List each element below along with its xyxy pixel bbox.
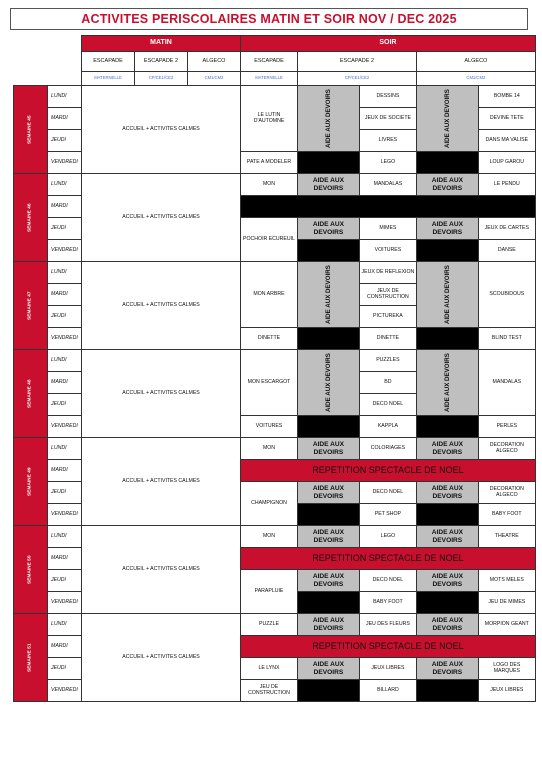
day-label: MARDI [48, 548, 82, 570]
algeco-activity: BABY FOOT [478, 504, 535, 526]
blocked-cell [298, 240, 360, 262]
escapade-activity: PATE A MODELER [241, 152, 298, 174]
esc2-activity: DECO NOEL [359, 482, 416, 504]
week-label: SEMAINE 49 [14, 438, 48, 526]
blocked-cell [416, 416, 478, 438]
esc2-activity: JEUX LIBRES [359, 658, 416, 680]
page-title: ACTIVITES PERISCOLAIRES MATIN ET SOIR NOV / DEC 2025 [10, 8, 528, 30]
week-label: SEMAINE 46 [14, 174, 48, 262]
blocked-cell [416, 328, 478, 350]
aide-devoirs-cell: AIDE AUX DEVOIRS [416, 482, 478, 504]
esc2-activity: PICTUREKA [359, 306, 416, 328]
accueil-cell: ACCUEIL + ACTIVITES CALMES [82, 350, 241, 438]
algeco-activity: JEU DE MIMES [478, 592, 535, 614]
aide-devoirs-cell: AIDE AUX DEVOIRS [298, 482, 360, 504]
day-label: JEUDI [48, 218, 82, 240]
day-label: LUNDI [48, 438, 82, 460]
accueil-cell: ACCUEIL + ACTIVITES CALMES [82, 614, 241, 702]
accueil-cell: ACCUEIL + ACTIVITES CALMES [82, 262, 241, 350]
aide-devoirs-cell: AIDE AUX DEVOIRS [298, 570, 360, 592]
day-label: LUNDI [48, 526, 82, 548]
escapade-activity: LE LYNX [241, 658, 298, 680]
aide-devoirs-cell: AIDE AUX DEVOIRS [416, 438, 478, 460]
day-label: JEUDI [48, 306, 82, 328]
algeco-activity: BOMBE 14 [478, 86, 535, 108]
repetition-banner: REPETITION SPECTACLE DE NOEL [241, 460, 536, 482]
esc2-activity: PUZZLES [359, 350, 416, 372]
day-label: VENDREDI [48, 592, 82, 614]
escapade-activity: MON ESCARGOT [241, 350, 298, 416]
day-label: MARDI [48, 372, 82, 394]
blocked-cell [416, 680, 478, 702]
day-label: MARDI [48, 636, 82, 658]
blocked-cell [298, 416, 360, 438]
matin-header: MATIN [82, 36, 241, 52]
esc2-activity: LEGO [359, 526, 416, 548]
accueil-cell: ACCUEIL + ACTIVITES CALMES [82, 174, 241, 262]
escapade-activity: LE LUTIN D'AUTOMNE [241, 86, 298, 152]
matin-group-escapade: ESCAPADE [82, 52, 135, 72]
matin-location-maternelle: MATERNELLE [82, 72, 135, 86]
blocked-cell [298, 680, 360, 702]
day-label: LUNDI [48, 262, 82, 284]
aide-devoirs-cell: AIDE AUX DEVOIRS [416, 218, 478, 240]
esc2-activity: MIMES [359, 218, 416, 240]
esc2-activity: LEGO [359, 152, 416, 174]
esc2-activity: JEU DES FLEURS [359, 614, 416, 636]
day-label: JEUDI [48, 658, 82, 680]
esc2-activity: DESSINS [359, 86, 416, 108]
blocked-cell [416, 152, 478, 174]
aide-devoirs-cell: AIDE AUX DEVOIRS [298, 86, 360, 152]
aide-devoirs-cell: AIDE AUX DEVOIRS [416, 614, 478, 636]
soir-group-escapade2: ESCAPADE 2 [298, 52, 417, 72]
escapade-activity: POCHOIR ECUREUIL [241, 218, 298, 262]
aide-devoirs-cell: AIDE AUX DEVOIRS [416, 350, 478, 416]
esc2-activity: BILLARD [359, 680, 416, 702]
blocked-cell [416, 504, 478, 526]
schedule-table [13, 35, 536, 702]
accueil-cell: ACCUEIL + ACTIVITES CALMES [82, 526, 241, 614]
week-label: SEMAINE 51 [14, 614, 48, 702]
day-label: VENDREDI [48, 504, 82, 526]
accueil-cell: ACCUEIL + ACTIVITES CALMES [82, 86, 241, 174]
algeco-activity: PERLES [478, 416, 535, 438]
day-label: VENDREDI [48, 152, 82, 174]
soir-header: SOIR [241, 36, 536, 52]
esc2-activity: DINETTE [359, 328, 416, 350]
algeco-activity: MANDALAS [478, 350, 535, 416]
esc2-activity: KAPPLA [359, 416, 416, 438]
esc2-activity: JEUX DE CONSTRUCTION [359, 284, 416, 306]
escapade-activity: PARAPLUIE [241, 570, 298, 614]
day-label: MARDI [48, 196, 82, 218]
day-label: LUNDI [48, 174, 82, 196]
matin-group-escapade2: ESCAPADE 2 [135, 52, 188, 72]
week-label: SEMAINE 47 [14, 262, 48, 350]
escapade-activity: MON [241, 174, 298, 196]
matin-location-cm: CM1/CM2 [188, 72, 241, 86]
aide-devoirs-cell: AIDE AUX DEVOIRS [416, 262, 478, 328]
esc2-activity: BD [359, 372, 416, 394]
blocked-cell [298, 328, 360, 350]
esc2-activity: MANDALAS [359, 174, 416, 196]
algeco-activity: MOTS MELES [478, 570, 535, 592]
day-label: LUNDI [48, 614, 82, 636]
day-label: LUNDI [48, 86, 82, 108]
escapade-activity: JEU DE CONSTRUCTION [241, 680, 298, 702]
blocked-cell [298, 504, 360, 526]
aide-devoirs-cell: AIDE AUX DEVOIRS [416, 658, 478, 680]
aide-devoirs-cell: AIDE AUX DEVOIRS [298, 526, 360, 548]
repetition-banner: REPETITION SPECTACLE DE NOEL [241, 548, 536, 570]
day-label: VENDREDI [48, 240, 82, 262]
algeco-activity: JEUX LIBRES [478, 680, 535, 702]
soir-location-cp: CP/CE1/CE2 [298, 72, 417, 86]
escapade-activity: MON [241, 526, 298, 548]
blocked-row [241, 196, 536, 218]
week-label: SEMAINE 45 [14, 86, 48, 174]
algeco-activity: LOUP GAROU [478, 152, 535, 174]
esc2-activity: JEUX DE SOCIETE [359, 108, 416, 130]
esc2-activity: DECO NOEL [359, 570, 416, 592]
esc2-activity: VOITURES [359, 240, 416, 262]
esc2-activity: BABY FOOT [359, 592, 416, 614]
aide-devoirs-cell: AIDE AUX DEVOIRS [416, 526, 478, 548]
day-label: MARDI [48, 284, 82, 306]
algeco-activity: DANS MA VALISE [478, 130, 535, 152]
escapade-activity: MON [241, 438, 298, 460]
day-label: VENDREDI [48, 416, 82, 438]
algeco-activity: DEVINE TETE [478, 108, 535, 130]
algeco-activity: DECORATION ALGECO [478, 438, 535, 460]
esc2-activity: JEUX DE REFLEXION [359, 262, 416, 284]
algeco-activity: DECORATION ALGECO [478, 482, 535, 504]
soir-location-cm: CM1/CM2 [416, 72, 535, 86]
soir-group-escapade: ESCAPADE [241, 52, 298, 72]
matin-group-algeco: ALGECO [188, 52, 241, 72]
aide-devoirs-cell: AIDE AUX DEVOIRS [416, 570, 478, 592]
soir-group-algeco: ALGECO [416, 52, 535, 72]
esc2-activity: PET SHOP [359, 504, 416, 526]
algeco-activity: BLIND TEST [478, 328, 535, 350]
day-label: VENDREDI [48, 328, 82, 350]
escapade-activity: DINETTE [241, 328, 298, 350]
algeco-activity: JEUX DE CARTES [478, 218, 535, 240]
blocked-cell [298, 152, 360, 174]
escapade-activity: MON ARBRE [241, 262, 298, 328]
aide-devoirs-cell: AIDE AUX DEVOIRS [298, 218, 360, 240]
aide-devoirs-cell: AIDE AUX DEVOIRS [298, 262, 360, 328]
escapade-activity: PUZZLE [241, 614, 298, 636]
week-label: SEMAINE 50 [14, 526, 48, 614]
blocked-cell [298, 592, 360, 614]
algeco-activity: MORPION GEANT [478, 614, 535, 636]
day-label: VENDREDI [48, 680, 82, 702]
aide-devoirs-cell: AIDE AUX DEVOIRS [298, 174, 360, 196]
esc2-activity: DECO NOEL [359, 394, 416, 416]
algeco-activity: LOGO DES MARQUES [478, 658, 535, 680]
day-label: JEUDI [48, 130, 82, 152]
aide-devoirs-cell: AIDE AUX DEVOIRS [298, 350, 360, 416]
day-label: MARDI [48, 460, 82, 482]
algeco-activity: DANSE [478, 240, 535, 262]
escapade-activity: VOITURES [241, 416, 298, 438]
matin-location-cp: CP/CE1/CE2 [135, 72, 188, 86]
blocked-cell [416, 592, 478, 614]
accueil-cell: ACCUEIL + ACTIVITES CALMES [82, 438, 241, 526]
aide-devoirs-cell: AIDE AUX DEVOIRS [298, 614, 360, 636]
aide-devoirs-cell: AIDE AUX DEVOIRS [416, 86, 478, 152]
day-label: JEUDI [48, 394, 82, 416]
escapade-activity: CHAMPIGNON [241, 482, 298, 526]
algeco-activity: THEATRE [478, 526, 535, 548]
algeco-activity: SCOUBIDOUS [478, 262, 535, 328]
blocked-cell [416, 240, 478, 262]
repetition-banner: REPETITION SPECTACLE DE NOEL [241, 636, 536, 658]
aide-devoirs-cell: AIDE AUX DEVOIRS [298, 438, 360, 460]
esc2-activity: LIVRES [359, 130, 416, 152]
day-label: JEUDI [48, 570, 82, 592]
esc2-activity: COLORIAGES [359, 438, 416, 460]
algeco-activity: LE PENDU [478, 174, 535, 196]
day-label: LUNDI [48, 350, 82, 372]
day-label: JEUDI [48, 482, 82, 504]
day-label: MARDI [48, 108, 82, 130]
aide-devoirs-cell: AIDE AUX DEVOIRS [298, 658, 360, 680]
aide-devoirs-cell: AIDE AUX DEVOIRS [416, 174, 478, 196]
soir-location-maternelle: MATERNELLE [241, 72, 298, 86]
week-label: SEMAINE 48 [14, 350, 48, 438]
